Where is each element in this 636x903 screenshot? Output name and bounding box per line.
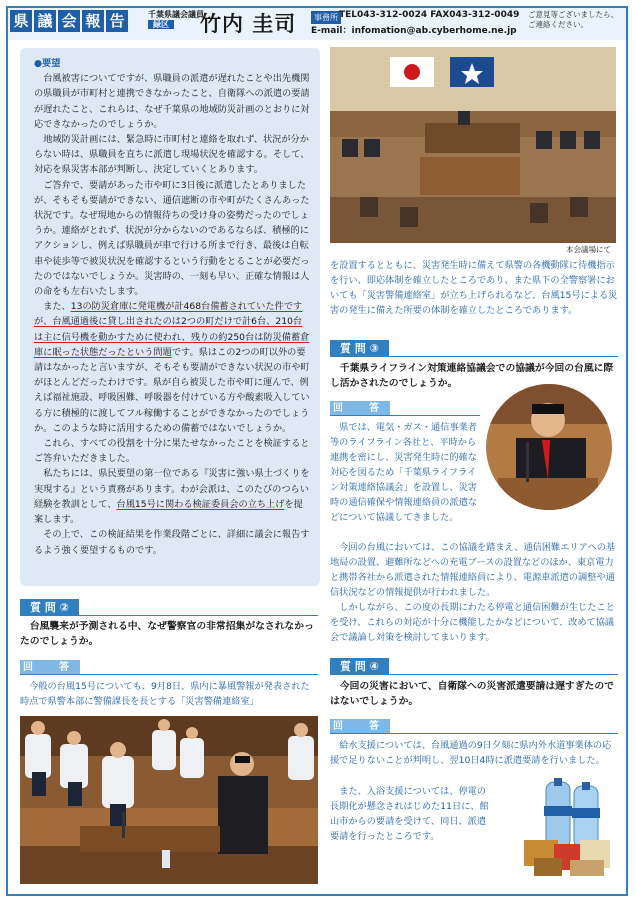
- email-link[interactable]: E-mail：infomation@ab.cyberhome.ne.jp: [311, 26, 517, 36]
- contact-note: [528, 10, 618, 30]
- note-line: ご意見等ございましたら、: [528, 10, 618, 19]
- photo-caption: 本会議場にて: [566, 245, 611, 254]
- demand-paragraph: [34, 299, 310, 436]
- demand-paragraph: これら、すべての役割を十分に果たせなかったことを検証するとご答弁いただきました。: [34, 438, 310, 465]
- demand-paragraph: ご答弁で、要請があった市や町に3日後に派遣したとありましたが、そもそも要請ができない、通信遮断の市や町がたくさんあった状況です。なぜ現地からの情報待ちの受け身の姿勢だったのでしょうか。連絡がとれず、状況が分からないのであるならば、積極的にアクションし、例えば県職員が車で行ける所まで行き、最後は自転車や徒歩等で被災状況を確認するという行動をとることが必要だったのではないでしょうか。災害時の、一刻も早い、正確な情報は人の命をも左右いたします。: [34, 179, 310, 298]
- report-title: [10, 10, 128, 32]
- question-4-label: 質 問 ④: [330, 658, 389, 675]
- answer-paragraph: 今般の台風15号についても、9月8日、県内に暴風警報が発表された時点で県警本部に警備課長を長とする「災害警備連絡室」: [20, 681, 310, 707]
- photo-relief-supplies: [514, 778, 618, 880]
- title-char: 会: [58, 10, 80, 32]
- title-char: 告: [106, 10, 128, 32]
- underlined-text: 台風15号に関わる検証委員会の立ち上げ: [116, 498, 285, 510]
- answer-paragraph: 県では、電気・ガス・通信事業者等のライフライン各社と、平時から連携を密にし、災害発生時に的確な対応を図るため「千葉県ライフライン対策連絡協議会」を設置し、災害時の通信確保や情報連絡員の派遣などについて協議してきました。: [330, 422, 477, 523]
- answer-paragraph: 今回の台風においては、この協議を踏まえ、通信困難エリアへの基地局の設置、避難所などへの充電ブースの設置などのほか、東京電力と携帯各社から派遣された情報連絡員により、電源車派遣の調整や通信状況などの情報提供が行われました。: [330, 542, 616, 598]
- demand-paragraph: [34, 466, 310, 527]
- demand-paragraph: 台風被害についてですが、県職員の派遣が遅れたことや出先機関の県職員が市町村と連携できなかったこと、自衛隊への派遣の要請が遅れたこと、これらは、なぜ千葉県の地域防災計画のとおりに対応できなかったのでしょうか。: [34, 73, 310, 130]
- answer-2-text: [20, 679, 318, 709]
- photo-assembly-hall: [330, 47, 616, 243]
- question-3-label: 質 問 ③: [330, 340, 389, 357]
- member-name: 竹内 圭司: [200, 12, 297, 36]
- answer-3-text-wide: [330, 540, 618, 645]
- ward-badge: 緑区: [148, 20, 174, 29]
- answer-3-label: 回 答: [330, 401, 390, 416]
- demand-paragraph: その上で、この検証結果を作業段階ごとに、詳細に議会に報告するよう強く要望するものです。: [34, 529, 310, 556]
- title-char: 報: [82, 10, 104, 32]
- answer-4-text-narrow: [330, 784, 490, 844]
- answer-3-text-narrow: [330, 420, 480, 525]
- divider: [330, 733, 618, 734]
- demand-heading: ●要望: [34, 58, 61, 69]
- divider: [330, 356, 618, 357]
- photo-speaker-circle: [486, 384, 612, 510]
- answer-4-label: 回 答: [330, 719, 390, 734]
- note-line: ご連絡ください。: [528, 20, 588, 29]
- member-affiliation: [148, 10, 204, 29]
- affiliation-text: 千葉県議会議員: [148, 10, 204, 19]
- divider: [20, 615, 318, 616]
- demand-box: [20, 48, 320, 586]
- office-badge: 事務所: [311, 11, 341, 24]
- demand-paragraph: 地域防災計画には、緊急時に市町村と連絡を取れず、状況が分からない時は、県職員を直ちに派遣し現場状況を確認する。そして、対応を県災害本部が判断し、決定していくとあります。: [34, 134, 310, 176]
- title-char: 県: [10, 10, 32, 32]
- divider: [330, 415, 480, 416]
- divider: [20, 674, 318, 675]
- text-run: また、: [43, 301, 71, 313]
- answer-2-continued: [330, 258, 618, 318]
- photo-illustration: [20, 716, 318, 884]
- answer-paragraph: また、入浴支援については、停電の長期化が懸念されはじめた11日に、館山市からの要請を受けて、同日、派遣要請を行ったところです。: [330, 786, 489, 842]
- underlined-text: 13の防災倉庫に発電機が計468台備蓄されていた件ですが、台風通過後に貸し出されたのは2つの町だけで計6台、210台は主に信号機を動かすために使われ、残りの約250台は防災備蓄倉庫に眠った状態だったという問題: [34, 301, 310, 358]
- title-char: 議: [34, 10, 56, 32]
- question-3-text: 千葉県ライフライン対策連絡協議会での協議が今回の台風に際し活かされたのでしょうか。: [330, 363, 614, 389]
- text-run: 私たちには、県民要望の第一位である『災害に強い県土づくりを実現する』という責務があります。わが会派は、このたびのつらい経験を教訓として、: [34, 468, 310, 510]
- question-4-text: 今回の災害において、自衛隊への災害派遣要請は遅すぎたのではないでしょうか。: [330, 681, 614, 707]
- photo-illustration: [514, 778, 618, 880]
- photo-illustration: [486, 384, 612, 510]
- answer-paragraph: を設置するとともに、災害発生時に備えて県警の各機動隊に待機指示を行い、即応体制を確立したところであり、また県下の全警察署においても「災害警備連絡室」が立ち上げられるなど、台風15号による災害の発生に備えた所要の体制を確立したところであります。: [330, 260, 618, 316]
- question-2-label: 質 問 ②: [20, 599, 79, 616]
- answer-2-label: 回 答: [20, 660, 80, 675]
- answer-paragraph: しかしながら、この度の長期にわたる停電と通信困難が生じたことを受け、これらの対応が十分に機能したかなどについて、改めて協議会で議論し対策を検討してまいります。: [330, 602, 615, 643]
- question-2-text: 台風襲来が予測される中、なぜ警察官の非常招集がなされなかったのでしょうか。: [20, 621, 314, 647]
- answer-paragraph: 給水支援については、台風通過の9日夕刻に県内外水道事業体の応援で足りないことが判明し、翌10日4時に派遣要請を行いました。: [330, 740, 612, 766]
- divider: [330, 674, 618, 675]
- photo-illustration: [330, 47, 616, 243]
- answer-4-text: [330, 738, 618, 768]
- photo-assembly-officials: [20, 716, 318, 884]
- phone-fax: TEL043-312-0024 FAX043-312-0049: [339, 10, 520, 20]
- text-run: を提案します。: [34, 498, 303, 526]
- text-run: です。県はこの2つの町以外の要請はなかったと言いますが、そもそも要請ができない状況の市や町がほとんどだったわけです。県が自ら被災した市や町に運んで、例えば福祉施設、呼吸困難、呼吸器を付けている方や酸素吸入している方に積極的に渡してフル稼働することができなかったのでしょうか。このような時に活用するための備蓄ではないでしょうか。: [34, 346, 310, 434]
